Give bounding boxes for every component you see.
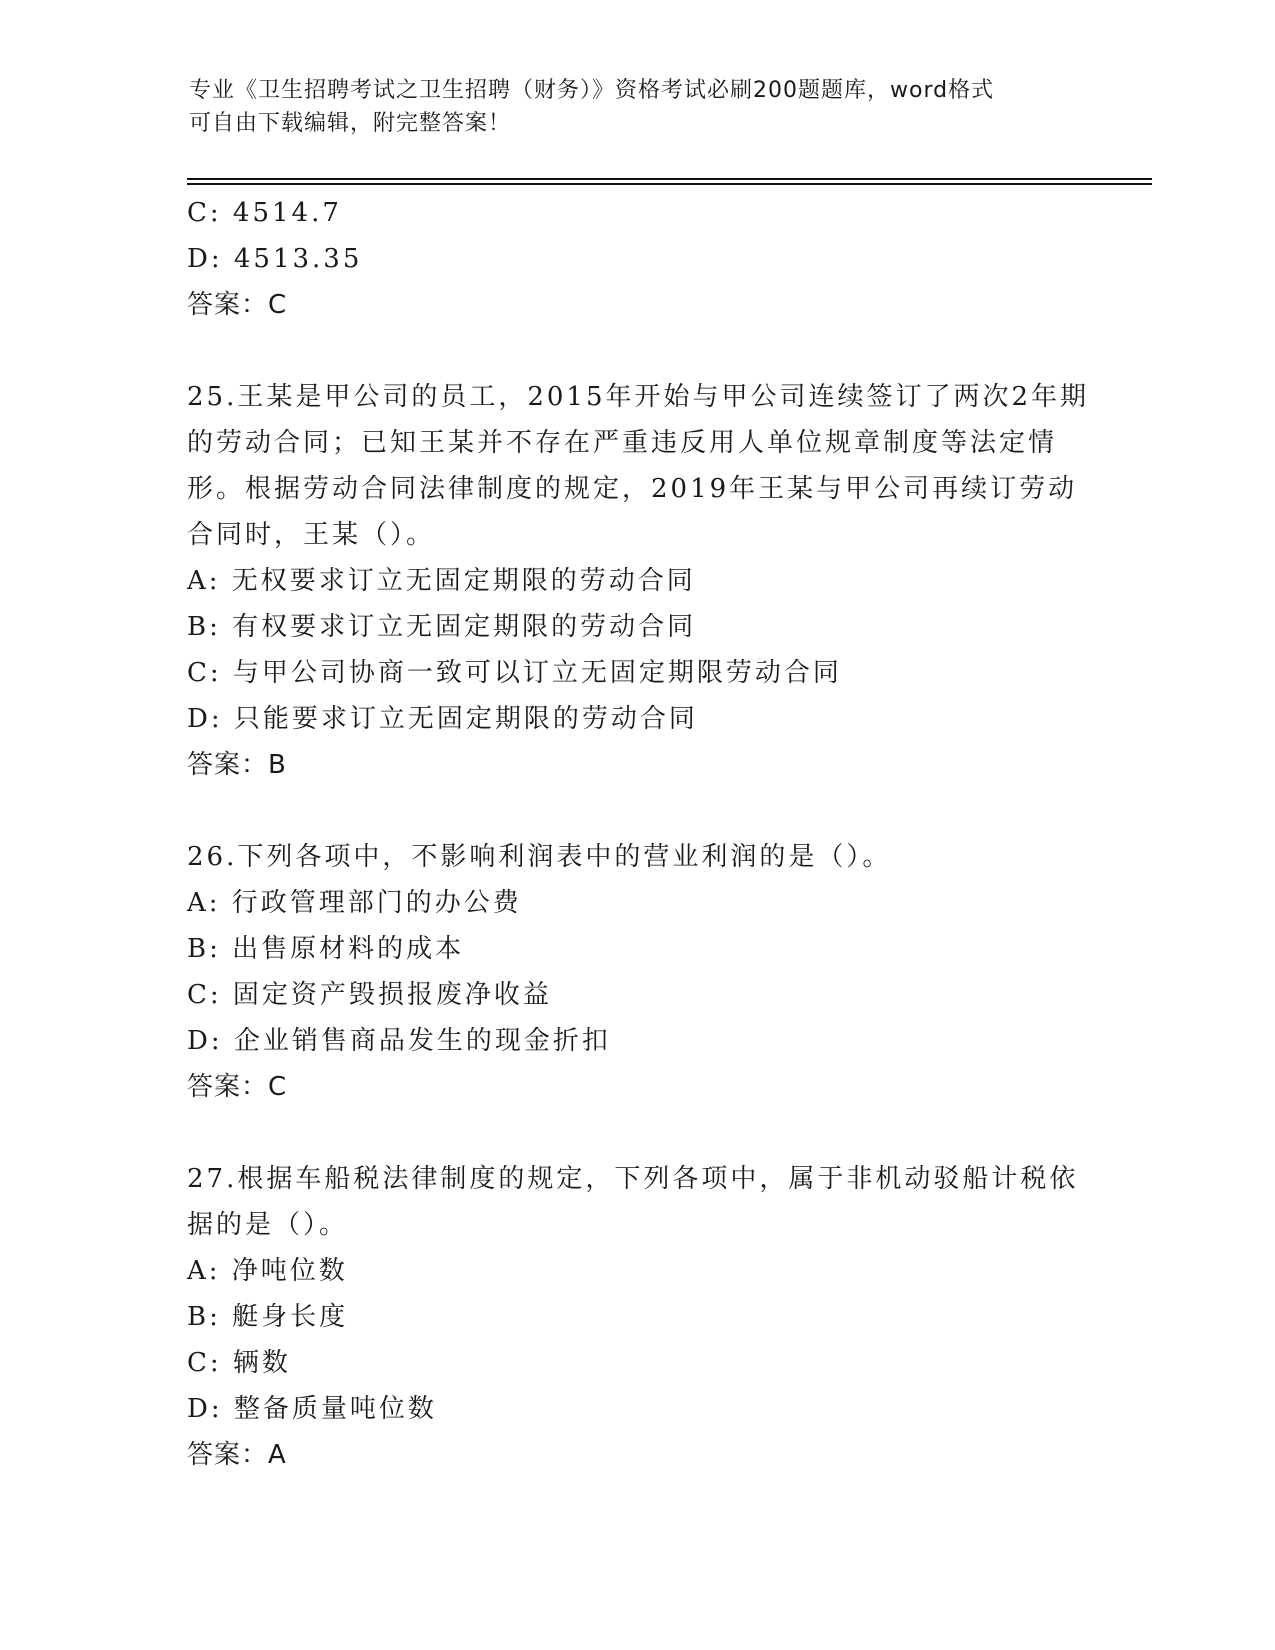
option-b: B: 出售原材料的成本 (187, 934, 465, 964)
question-text-line: 形。根据劳动合同法律制度的规定，2019年王某与甲公司再续订劳动 (187, 474, 1078, 504)
question-list (187, 190, 1090, 1478)
document-header (189, 74, 1089, 140)
spacer (187, 1110, 1087, 1156)
answer-line: 答案：B (187, 750, 287, 780)
option-c: C: 固定资产毁损报废净收益 (187, 980, 552, 1010)
option-a: A: 行政管理部门的办公费 (187, 888, 522, 918)
answer-line: 答案：A (187, 1440, 287, 1470)
question-text-line: 27.根据车船税法律制度的规定，下列各项中，属于非机动驳船计税依 (187, 1164, 1079, 1194)
question-24-tail (187, 190, 1087, 328)
question-26 (187, 834, 1087, 1110)
header-divider-bottom (187, 183, 1152, 185)
question-25 (187, 374, 1090, 788)
option-c: C: 4514.7 (187, 198, 342, 228)
answer-line: 答案：C (187, 290, 288, 320)
spacer (187, 328, 1087, 374)
header-divider-top (187, 178, 1152, 180)
option-d: D: 企业销售商品发生的现金折扣 (187, 1026, 611, 1056)
answer-line: 答案：C (187, 1072, 288, 1102)
option-d: D: 只能要求订立无固定期限的劳动合同 (187, 704, 698, 734)
header-line-1: 专业《卫生招聘考试之卫生招聘（财务）》资格考试必刷200题题库，word格式 (189, 78, 995, 103)
option-c: C: 辆数 (187, 1348, 291, 1378)
question-text-line: 的劳动合同；已知王某并不存在严重违反用人单位规章制度等法定情 (187, 428, 1058, 458)
option-d: D: 4513.35 (187, 244, 363, 274)
option-c: C: 与甲公司协商一致可以订立无固定期限劳动合同 (187, 658, 842, 688)
option-b: B: 有权要求订立无固定期限的劳动合同 (187, 612, 697, 642)
option-d: D: 整备质量吨位数 (187, 1394, 437, 1424)
option-a: A: 净吨位数 (187, 1256, 348, 1286)
question-text-line: 据的是（）。 (187, 1210, 349, 1240)
question-text-line: 合同时，王某（）。 (187, 520, 436, 550)
option-a: A: 无权要求订立无固定期限的劳动合同 (187, 566, 696, 596)
option-b: B: 艇身长度 (187, 1302, 349, 1332)
header-line-2: 可自由下载编辑，附完整答案！ (189, 111, 512, 136)
spacer (187, 788, 1087, 834)
question-27 (187, 1156, 1087, 1478)
question-text-line: 25.王某是甲公司的员工，2015年开始与甲公司连续签订了两次2年期 (187, 382, 1090, 412)
question-text-line: 26.下列各项中，不影响利润表中的营业利润的是（）。 (187, 842, 892, 872)
